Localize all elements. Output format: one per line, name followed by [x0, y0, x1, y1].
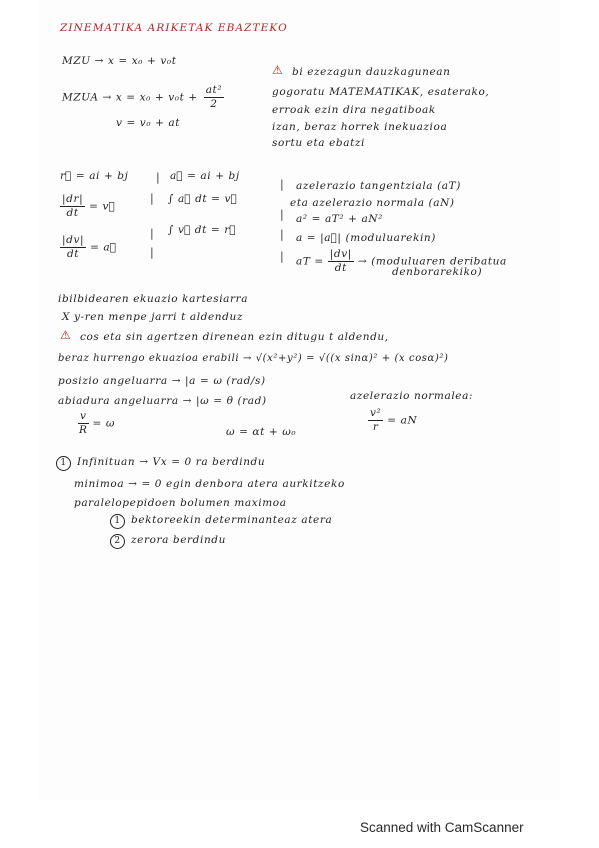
angular-position-equation: posizio angeluarra → |a = ω (rad/s)	[58, 375, 266, 387]
warning-icon: ⚠	[272, 63, 284, 77]
normal-acceleration-text: eta azelerazio normala (aN)	[290, 197, 455, 209]
list-item: 1 bektoreekin determinanteaz atera	[110, 514, 332, 529]
omega-time-equation: ω = αt + ω₀	[226, 426, 297, 438]
v-over-r-equation: $\frac{v}{R}$ = ω	[79, 410, 115, 436]
column-divider: |	[280, 228, 284, 241]
normal-acceleration-label: azelerazio normalea:	[350, 390, 474, 402]
v-squared-over-r-equation: $\frac{\text{v²}}{r}$ = aN	[370, 407, 418, 433]
x-dependence-note: X y-ren menpe jarri t aldenduz	[62, 311, 243, 323]
angular-velocity-equation: abiadura angeluarra → |ω = θ (rad)	[58, 395, 267, 407]
warning-line-1: bi ezezagun dauzkagunean	[292, 66, 451, 78]
sub-item-number-1: 1	[110, 514, 125, 529]
integral-a-equation: ∫ a⃗ dt = v⃗	[168, 193, 238, 205]
column-divider: |	[150, 246, 154, 259]
tangential-acceleration-text: azelerazio tangentziala (aT)	[296, 180, 461, 192]
warning-line-3: erroak ezin dira negatiboak	[272, 104, 436, 116]
integral-v-equation: ∫ v⃗ dt = r⃗	[168, 224, 237, 236]
warning-line-2: gogoratu MATEMATIKAK, esaterako,	[272, 86, 490, 98]
tangential-derivative-note: denborarekiko)	[392, 266, 483, 278]
column-divider: |	[156, 171, 160, 184]
parallelepiped-note: paralelopepidoen bolumen maximoa	[74, 497, 287, 509]
column-divider: |	[280, 250, 284, 263]
acceleration-modulus-text: a = |a⃗| (moduluarekin)	[296, 232, 436, 244]
minimum-note: minimoa → = 0 egin denbora atera aurkitzeko	[74, 478, 345, 490]
cartesian-heading: ibilbidearen ekuazio kartesiarra	[58, 293, 249, 305]
warning-line-4: izan, beraz horrek inekuazioa	[272, 121, 448, 133]
radius-equation: beraz hurrengo ekuazioa erabili → √(x²+y²) = √((x sinα)² + (x cosα)²)	[58, 353, 449, 364]
position-vector: r⃗ = ai + bj	[60, 170, 129, 182]
column-divider: |	[280, 178, 284, 191]
acceleration-vector: a⃗ = ai + bj	[170, 170, 240, 182]
dv-dt-equation: $\frac{|dv|}{dt}$ = a⃗	[62, 234, 117, 260]
notes-title: ZINEMATIKA ARIKETAK EBAZTEKO	[60, 22, 288, 34]
velocity-equation: v = v₀ + at	[116, 117, 181, 129]
item-number-1: 1	[56, 456, 71, 471]
column-divider: |	[150, 192, 154, 205]
acceleration-square-equation: a² = aT² + aN²	[296, 213, 383, 225]
cos-sin-note: cos eta sin agertzen direnean ezin ditugu t aldendu,	[80, 331, 389, 343]
list-item: 1 Infinituan → Vx = 0 ra berdindu	[56, 456, 265, 471]
warning-line-5: sortu eta ebatzi	[272, 137, 365, 149]
sub-item-number-2: 2	[110, 534, 125, 549]
list-item: 2 zerora berdindu	[110, 534, 226, 549]
warning-icon: ⚠	[60, 328, 72, 342]
tangential-derivative-equation: aT = $\frac{|dv|}{dt}$ → (moduluaren deribatua	[296, 248, 507, 274]
dr-dt-equation: $\frac{|dr|}{dt}$ = v⃗	[62, 193, 116, 219]
mzua-equation: MZUA → x = x₀ + v₀t + $\frac{\text{at²}}{2}$	[62, 84, 223, 110]
scanner-watermark: Scanned with CamScanner	[360, 820, 524, 835]
mzu-equation: MZU → x = x₀ + v₀t	[62, 55, 177, 67]
column-divider: |	[280, 208, 284, 221]
column-divider: |	[150, 227, 154, 240]
